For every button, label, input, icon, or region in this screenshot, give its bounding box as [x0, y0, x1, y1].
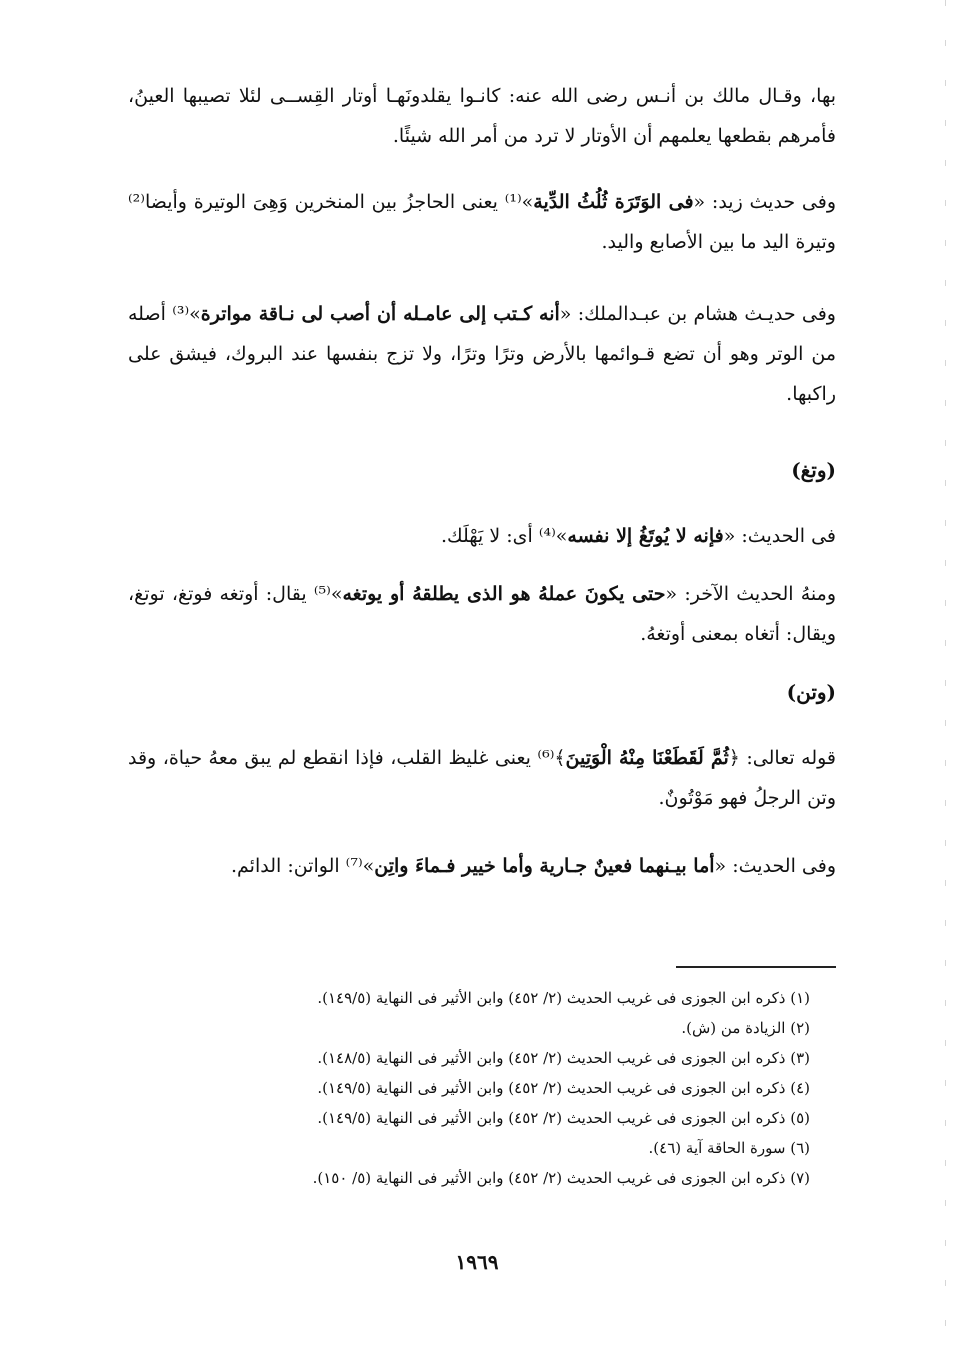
- paragraph-3: [128, 294, 836, 414]
- quoted-text: أنه كـتب إلى عامـله أن أصب لى نـاقة مواترة: [200, 303, 560, 325]
- footnote-separator: [676, 966, 836, 968]
- quoted-text: ثُمَّ لَقَطَعْنَا مِنْهُ الْوَتِينَ: [565, 747, 729, 769]
- quoted-text: أما بيـنهما فعينٌ جـارية وأما خيير فـماءَ واتِن: [374, 855, 715, 877]
- paragraph-text: وفى حديـث هشام بن عبـدالملك: «: [559, 303, 836, 325]
- quoted-text: فإنه لا يُوتَغُ إلا نفسه: [567, 525, 724, 547]
- footnote: (٧) ذكره ابن الجوزى فى غريب الحديث (٢/ ٤٥٢) وابن الأثير فى النهاية (٥/ ١٥٠).: [312, 1169, 810, 1187]
- page-number: ١٩٦٩: [455, 1250, 499, 1274]
- paragraph-text: قوله تعالى: ﴿: [728, 747, 837, 769]
- paragraph-text: »⁽³⁾ أصله من الوتر وهو أن تضع قـوائمها بالأرض وترًا وترًا، ولا تزج بنفسها عند البروك، فيشق على راكبها.: [128, 303, 836, 405]
- paragraph-7: [128, 846, 836, 886]
- paragraph-2: [128, 182, 836, 262]
- paragraph-text: »⁽⁷⁾ الواتن: الدائم.: [230, 855, 375, 877]
- scan-edge: [945, 0, 946, 1360]
- paragraph-text: »⁽⁴⁾ أى: لا يَهْلَك.: [440, 525, 568, 547]
- paragraph-1: [128, 76, 836, 156]
- footnote: (٦) سورة الحاقة آية (٤٦).: [648, 1139, 810, 1157]
- entry-heading-watan: (وتن): [786, 680, 836, 704]
- paragraph-text: وفى الحديث: «: [714, 855, 836, 877]
- quoted-text: فى الوَتَرَة ثُلُثُ الدِّية: [533, 191, 694, 213]
- paragraph-text: »⁽¹⁾ يعنى الحاجزُ بين المنخرين وَهِىَ الوتيرة وأيضا⁽²⁾ وتيرة اليد ما بين الأصابع واليد.: [128, 191, 836, 253]
- footnote: (٤) ذكره ابن الجوزى فى غريب الحديث (٢/ ٤٥٢) وابن الأثير فى النهاية (١٤٩/٥).: [317, 1079, 810, 1097]
- paragraph-5: [128, 574, 836, 654]
- quoted-text: حتى يكونَ عملهُ هو الذى يطلقهُ أو يوتغه: [342, 583, 666, 605]
- paragraph-text: بها، وقـال مالك بن أنـس رضى الله عنه: كانـوا يقلدونَهـا أوتار القِســى لئلا تصيبها العينُ، فأمرهم بقطعها يعلمهم أن الأوتار لا ترد من أمر الله شيئًا.: [128, 85, 836, 147]
- paragraph-text: ﴾⁽⁶⁾ يعنى غليظ القلب، فإذا انقطع لم يبق معهُ حياة، وقد وتن الرجلُ فهو مَوْتُونٌ.: [128, 747, 836, 809]
- paragraph-4: [128, 516, 836, 556]
- footnote: (٢) الزيادة من (ش).: [681, 1019, 810, 1037]
- footnote: (٥) ذكره ابن الجوزى فى غريب الحديث (٢/ ٤٥٢) وابن الأثير فى النهاية (١٤٩/٥).: [317, 1109, 810, 1127]
- paragraph-text: وفى حديث زيد: «: [693, 191, 837, 213]
- entry-heading-watagh: (وتغ): [791, 458, 836, 482]
- paragraph-text: »⁽⁵⁾ يقال: أوتغه فوتغ، توتغ، ويقال: أتغاه بمعنى أوتغهُ.: [128, 583, 836, 645]
- footnote: (١) ذكره ابن الجوزى فى غريب الحديث (٢/ ٤٥٢) وابن الأثير فى النهاية (١٤٩/٥).: [317, 989, 810, 1007]
- paragraph-text: فى الحديث: «: [723, 525, 836, 547]
- paragraph-text: ومنهُ الحديث الآخر: «: [665, 583, 837, 605]
- footnotes-list: [150, 983, 810, 1193]
- footnote: (٣) ذكره ابن الجوزى فى غريب الحديث (٢/ ٤٥٢) وابن الأثير فى النهاية (١٤٨/٥).: [317, 1049, 810, 1067]
- paragraph-6: [128, 738, 836, 818]
